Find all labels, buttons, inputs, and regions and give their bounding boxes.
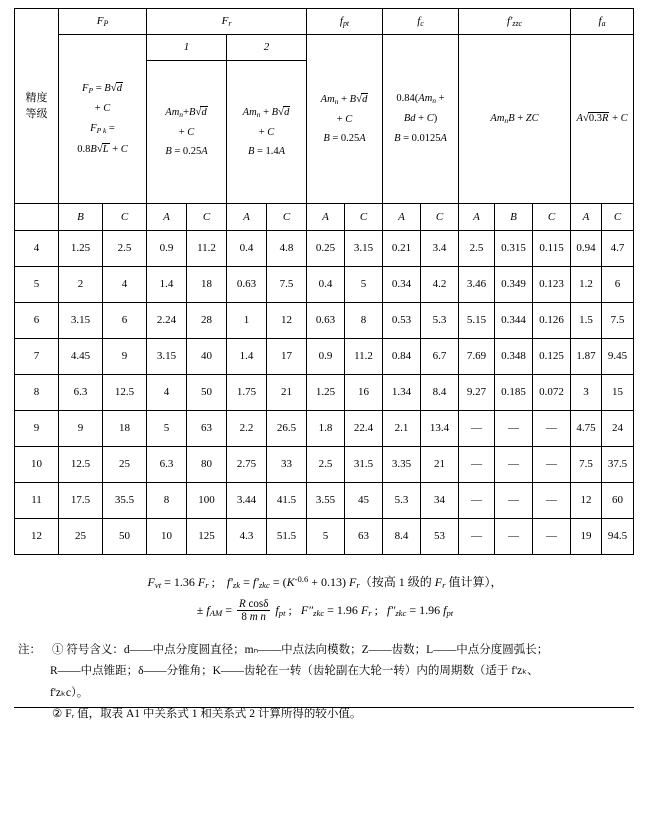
note-number-1: ① (52, 644, 64, 657)
cell: — (495, 447, 533, 483)
cell: 9 (103, 339, 147, 375)
group-header-fzzc: $f'_{zzc}$ (459, 9, 571, 35)
cell: 16 (345, 375, 383, 411)
cell: 51.5 (267, 519, 307, 555)
cell: 3.46 (459, 267, 495, 303)
cell: — (533, 447, 571, 483)
cell: 4.3 (227, 519, 267, 555)
cell: 0.21 (383, 231, 421, 267)
cell: 0.25 (307, 231, 345, 267)
cell: 4 (103, 267, 147, 303)
coef-header-1: C (103, 204, 147, 231)
coef-header-blank (15, 204, 59, 231)
group-header-fp: $F_P$ (59, 9, 147, 35)
group-header-fr: $F_r$ (147, 9, 307, 35)
cell: 7.5 (267, 267, 307, 303)
cell: 4.45 (59, 339, 103, 375)
cell: 8.4 (383, 519, 421, 555)
cell: 0.349 (495, 267, 533, 303)
cell: 11.2 (345, 339, 383, 375)
cell: 25 (103, 447, 147, 483)
cell: 12 (571, 483, 602, 519)
cell: 0.34 (383, 267, 421, 303)
cell: 35.5 (103, 483, 147, 519)
cell: 1.87 (571, 339, 602, 375)
cell: 40 (187, 339, 227, 375)
cell: 1.4 (227, 339, 267, 375)
cell: 2.1 (383, 411, 421, 447)
table-row (15, 303, 634, 339)
table-row (15, 375, 634, 411)
cell: 21 (421, 447, 459, 483)
table-row (15, 519, 634, 555)
cell: 0.123 (533, 267, 571, 303)
cell: 12 (267, 303, 307, 339)
cell: 18 (103, 411, 147, 447)
formula-block (0, 569, 650, 624)
cell: 50 (187, 375, 227, 411)
cell: 3.44 (227, 483, 267, 519)
note-row-3 (18, 683, 633, 704)
cell: 1 (227, 303, 267, 339)
note-text-2: R——中点锥距；δ——分锥角；K——齿轮在一转（齿轮副在大轮一转）内的周期数（适于 f'ᴢₖ、 (50, 665, 539, 678)
cell: 0.53 (383, 303, 421, 339)
cell: 5 (307, 519, 345, 555)
cell: 100 (187, 483, 227, 519)
grade-cell: 6 (15, 303, 59, 339)
table-group-header-row (15, 9, 634, 35)
table-row (15, 231, 634, 267)
cell: 22.4 (345, 411, 383, 447)
cell: 45 (345, 483, 383, 519)
cell: 6 (602, 267, 634, 303)
cell: 0.115 (533, 231, 571, 267)
formula-cell-fr1: $Am_n+B√d$ + C B = 0.25A (147, 61, 227, 204)
cell: 5.15 (459, 303, 495, 339)
cell: 1.4 (147, 267, 187, 303)
note-text-4: Fᵣ 值，取表 A1 中关系式 1 和关系式 2 计算所得的较小值。 (65, 707, 362, 720)
cell: 7.69 (459, 339, 495, 375)
cell: 17.5 (59, 483, 103, 519)
note-text-1: 符号含义：d——中点分度圆直径；mₙ——中点法向模数；Z——齿数；L——中点分度圆弧长； (66, 644, 549, 657)
cell: — (533, 519, 571, 555)
cell: 2.75 (227, 447, 267, 483)
row-label-line2: 等级 (25, 108, 48, 120)
grade-cell: 11 (15, 483, 59, 519)
formula-cell-fc: $0.84(Am_n$ + Bd + C) B = 0.0125A (383, 35, 459, 204)
cell: 0.9 (147, 231, 187, 267)
coef-header-10: A (459, 204, 495, 231)
grade-cell: 4 (15, 231, 59, 267)
cell: 7.5 (602, 303, 634, 339)
formula-cell-fr2: $Am_n + B√d$ + C B = 1.4A (227, 61, 307, 204)
cell: 26.5 (267, 411, 307, 447)
cell: 15 (602, 375, 634, 411)
group-header-fc: $f_c$ (383, 9, 459, 35)
note-number-2: ② (52, 707, 63, 720)
cell: 3.15 (345, 231, 383, 267)
cell: 8 (345, 303, 383, 339)
cell: 6.3 (147, 447, 187, 483)
cell: 63 (345, 519, 383, 555)
cell: 0.4 (227, 231, 267, 267)
cell: 0.315 (495, 231, 533, 267)
cell: 0.344 (495, 303, 533, 339)
cell: 3.55 (307, 483, 345, 519)
coef-header-14: C (602, 204, 634, 231)
cell: 3.15 (147, 339, 187, 375)
coef-header-13: A (571, 204, 602, 231)
note-row-2 (18, 661, 633, 682)
cell: 1.25 (307, 375, 345, 411)
cell: 0.185 (495, 375, 533, 411)
cell: 17 (267, 339, 307, 375)
cell: 37.5 (602, 447, 634, 483)
cell: 0.4 (307, 267, 345, 303)
cell: 0.126 (533, 303, 571, 339)
grade-cell: 12 (15, 519, 59, 555)
cell: 2.24 (147, 303, 187, 339)
cell: 9.45 (602, 339, 634, 375)
cell: 60 (602, 483, 634, 519)
cell: 1.5 (571, 303, 602, 339)
cell: 0.348 (495, 339, 533, 375)
cell: 6.7 (421, 339, 459, 375)
horizontal-divider (14, 707, 634, 708)
cell: 4.8 (267, 231, 307, 267)
cell: 0.63 (227, 267, 267, 303)
cell: 9 (59, 411, 103, 447)
cell: 2.5 (307, 447, 345, 483)
cell: 1.2 (571, 267, 602, 303)
cell: 4 (147, 375, 187, 411)
group-header-fa: $f_a$ (571, 9, 634, 35)
cell: 9.27 (459, 375, 495, 411)
grade-cell: 8 (15, 375, 59, 411)
cell: 0.125 (533, 339, 571, 375)
table-row (15, 411, 634, 447)
formula-cell-fpt: $Am_n + B√d$ + C B = 0.25A (307, 35, 383, 204)
cell: 4.7 (602, 231, 634, 267)
group-header-fpt: $f_{pt}$ (307, 9, 383, 35)
cell: 1.34 (383, 375, 421, 411)
cell: 0.9 (307, 339, 345, 375)
cell: 41.5 (267, 483, 307, 519)
coef-header-9: C (421, 204, 459, 231)
formula-cell-fa: A√0.3R + C (571, 35, 634, 204)
row-label-header (15, 9, 59, 204)
cell: 125 (187, 519, 227, 555)
cell: 5 (345, 267, 383, 303)
cell: 13.4 (421, 411, 459, 447)
row-label-line1: 精度 (25, 91, 48, 104)
cell: 5.3 (421, 303, 459, 339)
cell: — (459, 483, 495, 519)
notes-block (18, 640, 633, 725)
formula-line-2: ± $f_{AM}$ = $\frac{\text{R cosδ}}{\text{8 m n}}$ $f_{pt}$ ; $F''_{zkc} = 1.96$ $F_r$ ; $f''_{zkc} = 1.96$ $f_{pt}$ (196, 597, 454, 624)
cell: — (459, 519, 495, 555)
cell: 12.5 (103, 375, 147, 411)
cell: 1.25 (59, 231, 103, 267)
cell: 24 (602, 411, 634, 447)
coef-header-3: C (187, 204, 227, 231)
table-subgroup-header-row (15, 35, 634, 61)
cell: 50 (103, 519, 147, 555)
subgroup-header-2: 2 (227, 35, 307, 61)
cell: 3.4 (421, 231, 459, 267)
notes-label: 注： (18, 644, 41, 657)
coef-header-12: C (533, 204, 571, 231)
cell: 3 (571, 375, 602, 411)
tolerance-coefficient-table (14, 8, 634, 555)
grade-cell: 10 (15, 447, 59, 483)
formula-cell-fp: $F_P = B√d$ + C $F_{P k}$ = 0.8B√L + C (59, 35, 147, 204)
cell: 2.5 (459, 231, 495, 267)
cell: — (533, 483, 571, 519)
cell: 6.3 (59, 375, 103, 411)
cell: 6 (103, 303, 147, 339)
coef-header-11: B (495, 204, 533, 231)
cell: 12.5 (59, 447, 103, 483)
document-page (0, 8, 650, 821)
cell: 25 (59, 519, 103, 555)
note-row-1 (18, 640, 633, 661)
note-text-3: f'ᴢₖc）。 (50, 686, 89, 699)
cell: 0.072 (533, 375, 571, 411)
formula-line-1: $F_{vt} = 1.36$ $F_r$ ; $f'_{zk} = f'_{zkc} = (K^{-0.6} + 0.13)$ $F_r$（按高 1 级的 $F_r$ 值计算）， (147, 574, 503, 591)
cell: 19 (571, 519, 602, 555)
cell: 5 (147, 411, 187, 447)
coef-header-8: A (383, 204, 421, 231)
cell: — (459, 447, 495, 483)
coef-header-6: A (307, 204, 345, 231)
cell: — (459, 411, 495, 447)
cell: 4.2 (421, 267, 459, 303)
cell: 1.75 (227, 375, 267, 411)
coef-header-0: B (59, 204, 103, 231)
cell: 80 (187, 447, 227, 483)
grade-cell: 7 (15, 339, 59, 375)
cell: 4.75 (571, 411, 602, 447)
cell: 53 (421, 519, 459, 555)
cell: 2.5 (103, 231, 147, 267)
cell: 34 (421, 483, 459, 519)
cell: 31.5 (345, 447, 383, 483)
cell: 8 (147, 483, 187, 519)
table-row (15, 447, 634, 483)
cell: 7.5 (571, 447, 602, 483)
coef-header-4: A (227, 204, 267, 231)
cell: 10 (147, 519, 187, 555)
cell: 0.94 (571, 231, 602, 267)
coef-header-5: C (267, 204, 307, 231)
cell: — (533, 411, 571, 447)
grade-cell: 9 (15, 411, 59, 447)
cell: 2 (59, 267, 103, 303)
cell: — (495, 483, 533, 519)
cell: — (495, 411, 533, 447)
cell: 28 (187, 303, 227, 339)
cell: 0.63 (307, 303, 345, 339)
cell: 94.5 (602, 519, 634, 555)
table-row (15, 267, 634, 303)
cell: 11.2 (187, 231, 227, 267)
cell: 63 (187, 411, 227, 447)
cell: 3.35 (383, 447, 421, 483)
subgroup-header-1: 1 (147, 35, 227, 61)
formula-cell-fzzc: $Am_nB$ + ZC (459, 35, 571, 204)
table-row (15, 483, 634, 519)
cell: 2.2 (227, 411, 267, 447)
cell: 0.84 (383, 339, 421, 375)
coef-header-2: A (147, 204, 187, 231)
table-coefficient-header-row (15, 204, 634, 231)
cell: 18 (187, 267, 227, 303)
cell: 5.3 (383, 483, 421, 519)
cell: — (495, 519, 533, 555)
cell: 21 (267, 375, 307, 411)
cell: 3.15 (59, 303, 103, 339)
cell: 33 (267, 447, 307, 483)
grade-cell: 5 (15, 267, 59, 303)
cell: 1.8 (307, 411, 345, 447)
cell: 8.4 (421, 375, 459, 411)
coef-header-7: C (345, 204, 383, 231)
table-row (15, 339, 634, 375)
